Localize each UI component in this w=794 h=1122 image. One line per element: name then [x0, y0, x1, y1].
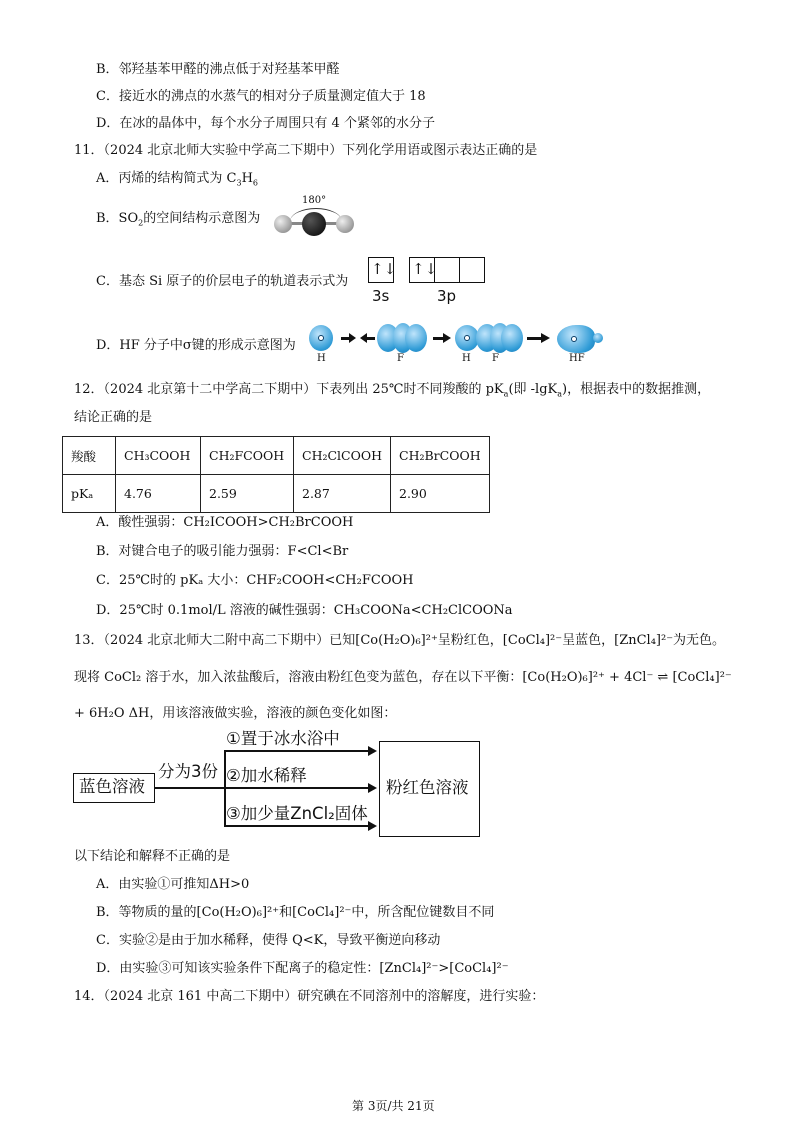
q13-option-b: B．等物质的量的[Co(H₂O)₆]²⁺和[CoCl₄]²⁻中，所含配位键数目不同 [96, 905, 495, 920]
label-3p: 3p [437, 287, 457, 305]
branch-line-1 [224, 750, 369, 752]
q11-option-d: D．HF 分子中σ键的形成示意图为 [96, 338, 296, 353]
hf-small-lobe [593, 333, 603, 343]
q13-conclusion: 以下结论和解释不正确的是 [74, 849, 231, 864]
q12-stem-line2: 结论正确的是 [74, 410, 153, 425]
start-label: 蓝色溶液 [79, 777, 145, 796]
arrow-icon-2 [541, 333, 550, 343]
branch-3-label: ③加少量ZnCl₂固体 [226, 804, 368, 823]
h-nucleus-approach [464, 335, 470, 341]
orbital-3p-box-1: ↑↓ [409, 257, 435, 283]
value-cell: 2.87 [294, 475, 391, 513]
branch-line-2 [224, 787, 369, 789]
f-lobe-right-approach [501, 324, 523, 352]
q12-option-a: A．酸性强弱：CH₂ICOOH>CH₂BrCOOH [96, 515, 354, 530]
pka-table [62, 436, 490, 513]
header-cell: CH₃COOH [116, 437, 201, 475]
q11-option-b: B．$SO_2$的空间结构示意图为 [96, 211, 261, 228]
q11-option-c: C．基态 Si 原子的价层电子的轨道表示式为 [96, 274, 349, 289]
table-row [63, 475, 490, 513]
q12-stem-line1: 12．（2024 北京第十二中学高二下期中）下表列出 25℃时不同羧酸的 $pK_a$(即 -lgK$_a$)，根据表中的数据推测， [74, 382, 711, 399]
page-footer: 第 3页/共 21页 [352, 1099, 435, 1113]
header-cell: 羧酸 [63, 437, 116, 475]
branch-line-3 [224, 825, 369, 827]
orbital-3p-box-3 [459, 257, 485, 283]
q13-option-a: A．由实验①可推知ΔH>0 [96, 877, 250, 892]
so2-structure-diagram [272, 196, 358, 240]
oxygen-atom-left [274, 215, 292, 233]
hf-sigma-bond-diagram [305, 322, 615, 370]
end-label: 粉红色溶液 [386, 778, 469, 797]
header-cell: CH₂FCOOH [201, 437, 294, 475]
q10-option-c: C．接近水的沸点的水蒸气的相对分子质量测定值大于 18 [96, 89, 426, 104]
q13-stem-line3: + 6H₂O ΔH，用该溶液做实验，溶液的颜色变化如图： [74, 706, 397, 721]
header-cell: CH₂BrCOOH [391, 437, 490, 475]
h-nucleus [318, 335, 324, 341]
header-cell: CH₂ClCOOH [294, 437, 391, 475]
q13-stem-line2: 现将 CoCl₂ 溶于水，加入浓盐酸后，溶液由粉红色变为蓝色，存在以下平衡：[Co(H₂O)₆]²⁺ + 4Cl⁻ ⇌ [CoCl₄]²⁻ [74, 670, 732, 685]
table-header-row [63, 437, 490, 475]
arrow-left-shaft [366, 337, 375, 340]
arrow-right-icon [349, 333, 356, 343]
label-3s: 3s [372, 287, 390, 305]
split-line [155, 787, 225, 789]
label-f: F [397, 353, 404, 364]
flow-diagram [70, 728, 490, 838]
sulfur-atom [302, 212, 326, 236]
q14-stem: 14．（2024 北京 161 中高二下期中）研究碘在不同溶剂中的溶解度，进行实验： [74, 989, 545, 1004]
branch-arrow-3-icon [368, 821, 377, 831]
q10-option-b: B．邻羟基苯甲醛的沸点低于对羟基苯甲醛 [96, 62, 340, 77]
label-hf: HF [569, 353, 585, 364]
row-label-cell: pKₐ [63, 475, 116, 513]
q12-option-c: C．25℃时的 pKₐ 大小：CHF₂COOH<CH₂FCOOH [96, 573, 414, 588]
arrow-icon-1 [443, 333, 451, 343]
split-label: 分为3份 [158, 762, 218, 781]
value-cell: 2.59 [201, 475, 294, 513]
q12-option-b: B．对键合电子的吸引能力强弱：F<Cl<Br [96, 544, 349, 559]
label-h: H [317, 353, 326, 364]
branch-arrow-2-icon [368, 783, 377, 793]
orbital-3s-box: ↑↓ [368, 257, 394, 283]
q13-option-c: C．实验②是由于加水稀释，使得 Q<K，导致平衡逆向移动 [96, 933, 441, 948]
oxygen-atom-right [336, 215, 354, 233]
q13-stem-line1: 13．（2024 北京北师大二附中高二下期中）已知[Co(H₂O)₆]²⁺呈粉红色，[CoCl₄]²⁻呈蓝色，[ZnCl₄]²⁻为无色。 [74, 633, 726, 648]
value-cell: 4.76 [116, 475, 201, 513]
q11-stem: 11．（2024 北京北师大实验中学高二下期中）下列化学用语或图示表达正确的是 [74, 143, 538, 158]
hf-nucleus [571, 336, 577, 342]
q10-option-d: D．在冰的晶体中，每个水分子周围只有 4 个紧邻的水分子 [96, 116, 435, 131]
angle-label: 180° [302, 195, 327, 206]
q12-option-d: D．25℃时 0.1mol/L 溶液的碱性强弱：CH₃COONa<CH₂ClCOONa [96, 603, 513, 618]
branch-arrow-1-icon [368, 746, 377, 756]
branch-2-label: ②加水稀释 [226, 766, 307, 785]
branch-1-label: ①置于冰水浴中 [226, 729, 340, 748]
f-orbital-lobe-right [405, 324, 427, 352]
orbital-3p-box-2 [434, 257, 460, 283]
q13-option-d: D．由实验③可知该实验条件下配离子的稳定性：[ZnCl₄]²⁻>[CoCl₄]²⁻ [96, 961, 509, 976]
value-cell: 2.90 [391, 475, 490, 513]
label-h-2: H [462, 353, 471, 364]
label-f-2: F [492, 353, 499, 364]
q11-option-a: A．丙烯的结构简式为 $C_3H_6$ [96, 171, 258, 188]
